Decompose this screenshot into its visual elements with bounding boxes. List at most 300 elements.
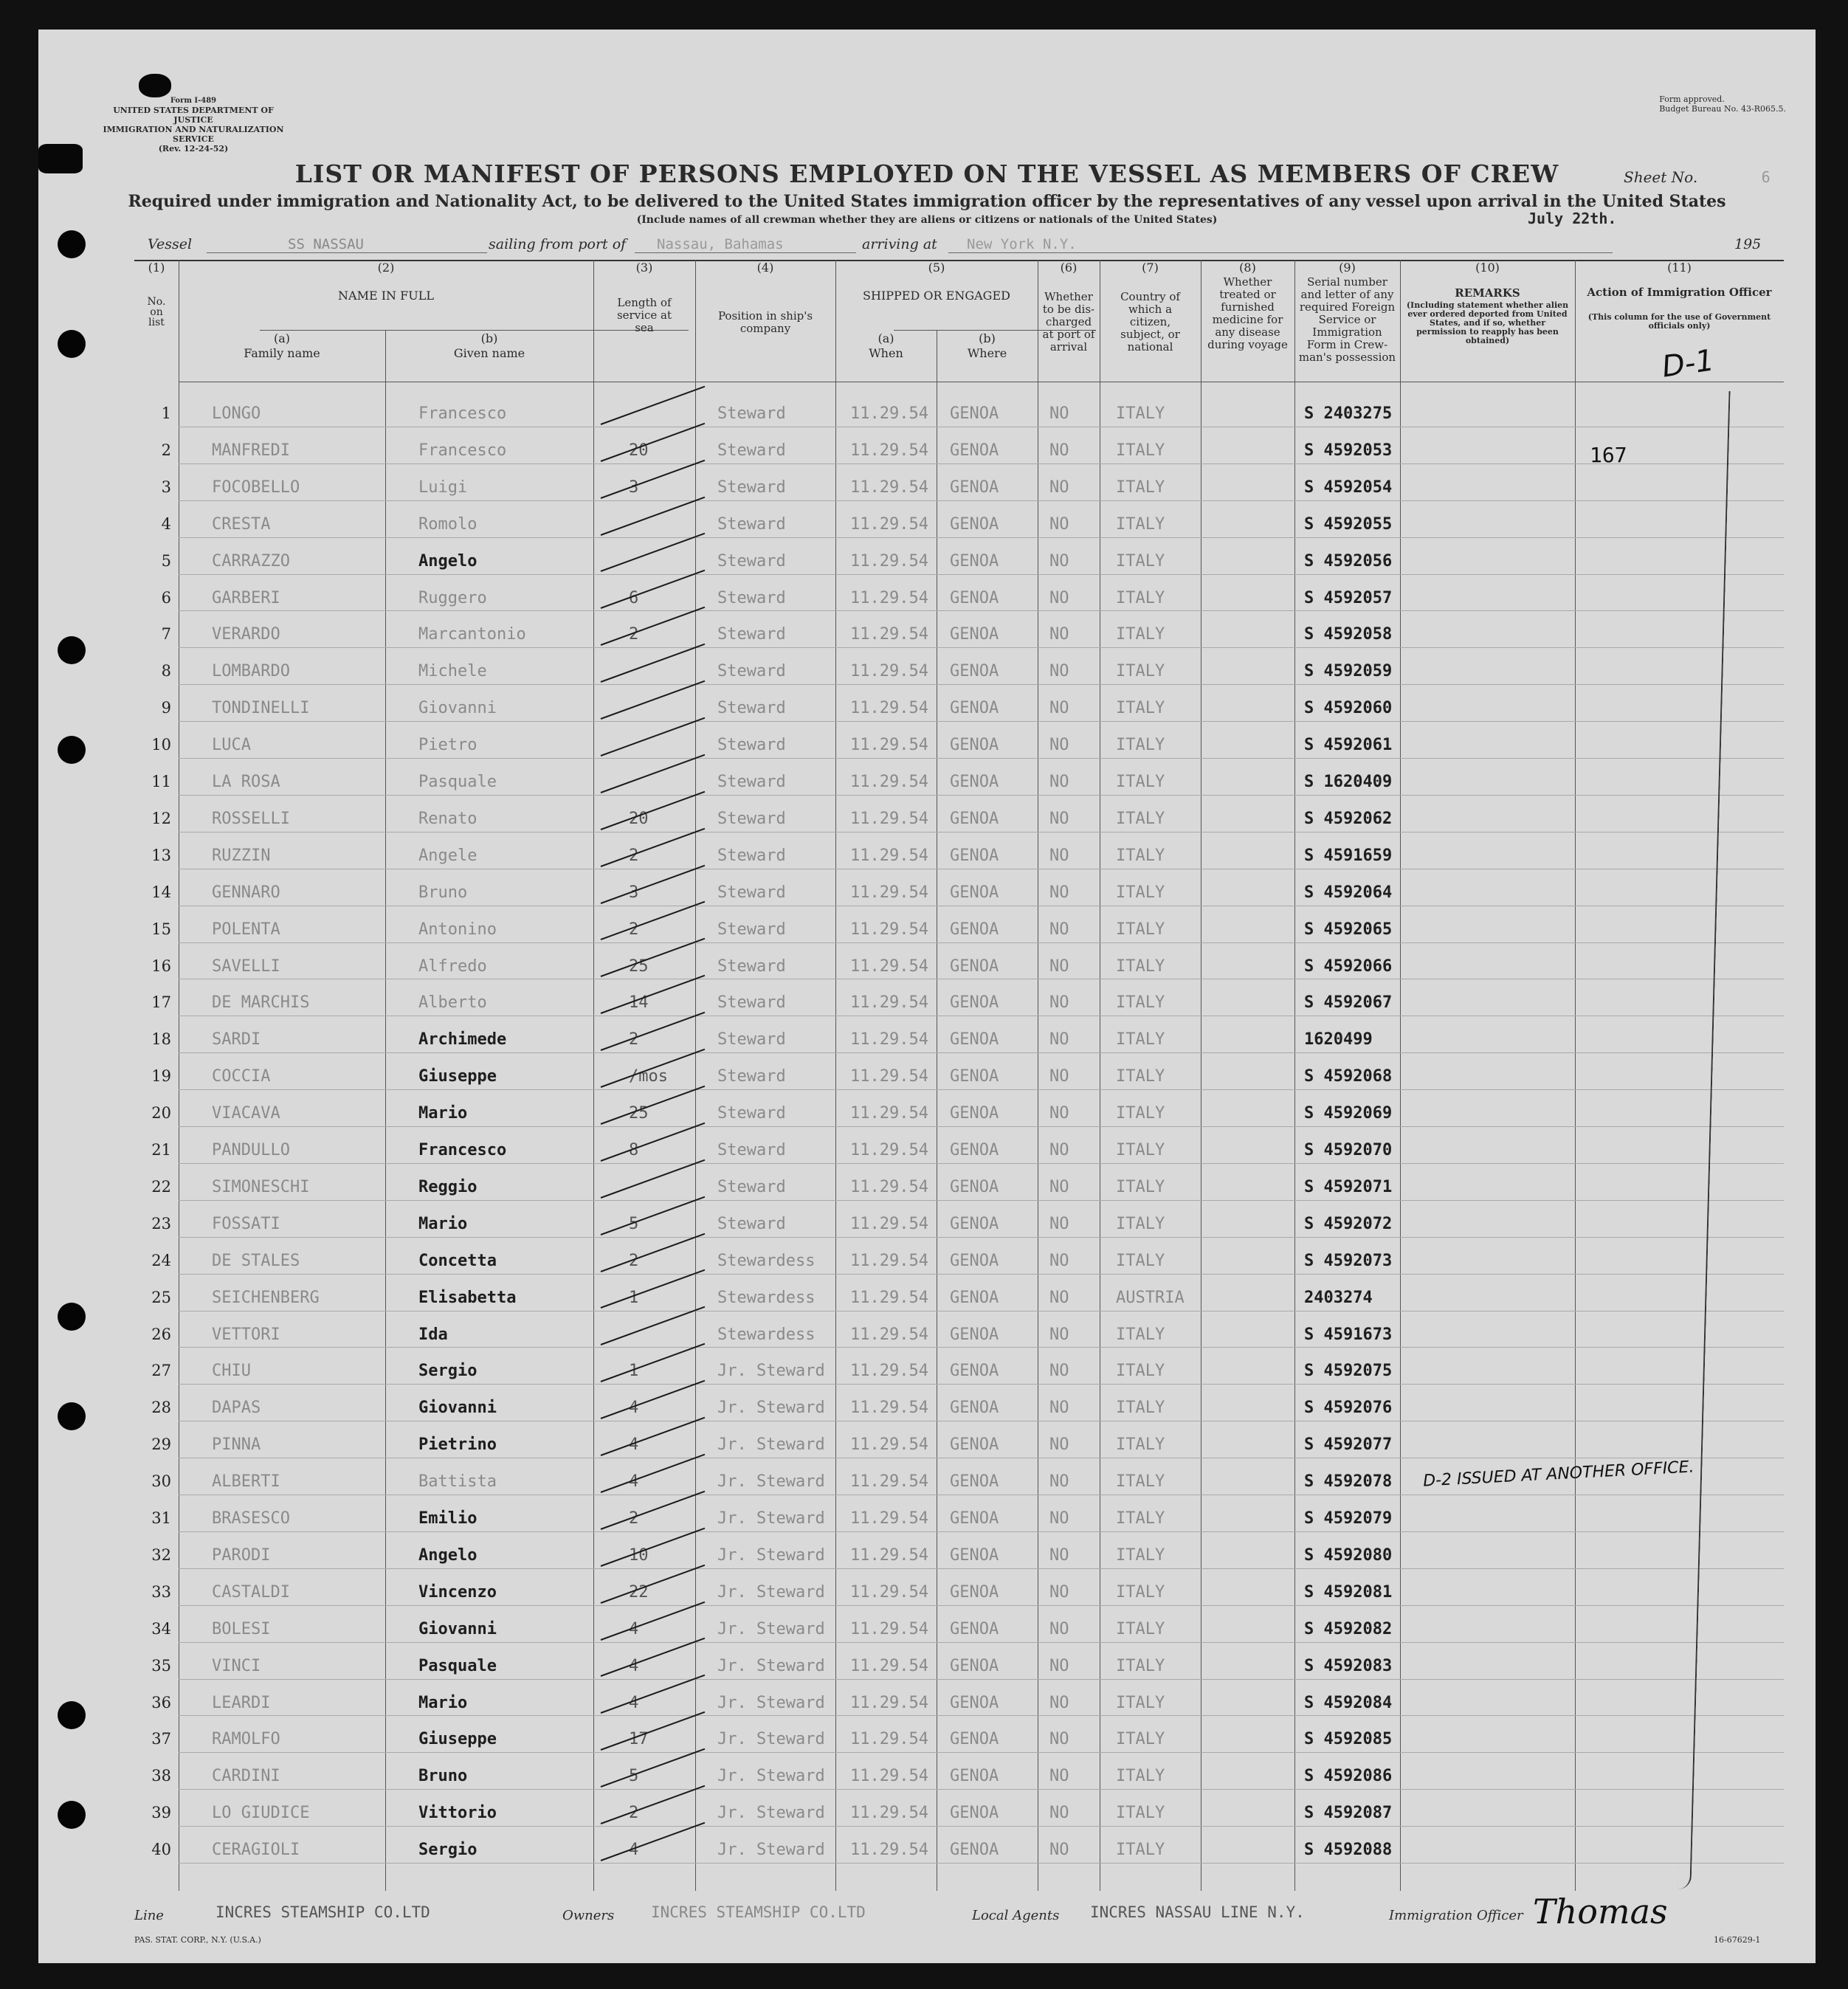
shipped-where: GENOA <box>950 993 999 1013</box>
serial-number: S 4592085 <box>1304 1730 1393 1749</box>
row-number: 14 <box>151 883 171 901</box>
col3-num: (3) <box>635 261 653 275</box>
position: Steward <box>717 809 786 828</box>
family-name: FOSSATI <box>212 1214 280 1233</box>
position: Steward <box>717 588 786 607</box>
col10-header: REMARKS <box>1455 286 1520 300</box>
service-length: 8 <box>629 1141 639 1159</box>
shipped-when: 11.29.54 <box>850 993 928 1013</box>
shipped-where: GENOA <box>950 1399 999 1418</box>
table-row <box>134 761 1784 798</box>
table-row <box>134 1240 1784 1277</box>
col1-header: No. on list <box>147 296 166 328</box>
serial-number: S 4592053 <box>1304 441 1393 460</box>
country: ITALY <box>1116 993 1165 1013</box>
service-length: 2 <box>629 1509 639 1528</box>
given-name: Vittorio <box>418 1804 497 1823</box>
discharged: NO <box>1049 1656 1069 1675</box>
family-name: DAPAS <box>212 1399 261 1418</box>
vessel-value: SS NASSAU <box>288 236 364 252</box>
col10-note: (Including statement whether alien ever ordered deported from United States, and if so, whether permission to reapply has been obtained) <box>1406 300 1569 345</box>
owners-value: INCRES STEAMSHIP CO.LTD <box>651 1903 866 1921</box>
shipped-where: GENOA <box>950 846 999 865</box>
agents-value: INCRES NASSAU LINE N.Y. <box>1090 1903 1305 1921</box>
serial-number: S 4592075 <box>1304 1362 1393 1381</box>
service-length: 17 <box>629 1730 649 1749</box>
discharged: NO <box>1049 1767 1069 1786</box>
sheet-number-value: 6 <box>1761 168 1771 186</box>
serial-number: S 4592080 <box>1304 1545 1393 1565</box>
form-revision: (Rev. 12-24-52) <box>158 144 229 154</box>
discharged: NO <box>1049 588 1069 607</box>
shipped-where: GENOA <box>950 404 999 423</box>
country: ITALY <box>1116 1251 1165 1270</box>
agency-block <box>97 96 289 154</box>
position: Steward <box>717 699 786 718</box>
table-row <box>134 1055 1784 1092</box>
shipped-where: GENOA <box>950 1693 999 1712</box>
table-row <box>134 798 1784 835</box>
row-number: 20 <box>151 1104 171 1123</box>
family-name: SIMONESCHI <box>212 1177 310 1196</box>
shipped-when: 11.29.54 <box>850 846 928 865</box>
country: ITALY <box>1116 956 1165 976</box>
vessel-label: Vessel <box>148 236 193 252</box>
family-name: CHIU <box>212 1362 251 1381</box>
country: ITALY <box>1116 773 1165 791</box>
table-row <box>134 1682 1784 1719</box>
row-number: 4 <box>161 514 171 533</box>
budget-block <box>1659 94 1786 114</box>
row-number: 10 <box>151 736 171 754</box>
manifest-sheet <box>38 30 1816 1963</box>
table-row <box>134 687 1784 724</box>
shipped-when: 11.29.54 <box>850 514 928 534</box>
family-name: ALBERTI <box>212 1472 280 1492</box>
col5-num: (5) <box>928 261 945 275</box>
discharged: NO <box>1049 809 1069 828</box>
given-name: Romolo <box>418 514 477 534</box>
family-name: DE MARCHIS <box>212 993 310 1013</box>
discharged: NO <box>1049 514 1069 534</box>
shipped-where: GENOA <box>950 514 999 534</box>
serial-number: 2403274 <box>1304 1288 1373 1307</box>
country: ITALY <box>1116 1399 1165 1418</box>
serial-number: S 4592064 <box>1304 883 1393 902</box>
row-number: 21 <box>151 1141 171 1159</box>
discharged: NO <box>1049 993 1069 1013</box>
col2a-num: (a) <box>273 331 291 345</box>
position: Steward <box>717 846 786 865</box>
position: Jr. Steward <box>717 1435 825 1455</box>
vessel-line <box>148 236 1782 254</box>
discharged: NO <box>1049 625 1069 644</box>
col6-num: (6) <box>1060 261 1078 275</box>
serial-number: S 4592059 <box>1304 662 1393 681</box>
sheet-number <box>1624 168 1771 186</box>
country: ITALY <box>1116 625 1165 644</box>
shipped-where: GENOA <box>950 1288 999 1307</box>
table-row <box>134 650 1784 687</box>
discharged: NO <box>1049 1067 1069 1086</box>
footer <box>134 1892 1784 1937</box>
position: Jr. Steward <box>717 1545 825 1565</box>
shipped-where: GENOA <box>950 441 999 460</box>
given-name: Elisabetta <box>418 1288 517 1307</box>
shipped-when: 11.29.54 <box>850 1104 928 1123</box>
officer-signature: Thomas <box>1533 1892 1668 1931</box>
discharged: NO <box>1049 920 1069 939</box>
shipped-when: 11.29.54 <box>850 588 928 607</box>
position: Steward <box>717 1177 786 1196</box>
row-number: 36 <box>151 1693 171 1711</box>
given-name: Sergio <box>418 1362 477 1381</box>
country: ITALY <box>1116 1362 1165 1381</box>
family-name: MANFREDI <box>212 441 290 460</box>
country: ITALY <box>1116 736 1165 755</box>
row-number: 32 <box>151 1545 171 1564</box>
position: Steward <box>717 993 786 1013</box>
agents-label: Local Agents <box>972 1908 1060 1923</box>
serial-number: S 4591673 <box>1304 1325 1393 1344</box>
position: Jr. Steward <box>717 1804 825 1823</box>
given-name: Archimede <box>418 1030 507 1049</box>
shipped-where: GENOA <box>950 1472 999 1492</box>
discharged: NO <box>1049 1435 1069 1455</box>
discharged: NO <box>1049 736 1069 755</box>
country: ITALY <box>1116 1545 1165 1565</box>
shipped-where: GENOA <box>950 1582 999 1602</box>
col11-num: (11) <box>1667 261 1692 275</box>
country: ITALY <box>1116 1582 1165 1602</box>
position: Steward <box>717 773 786 791</box>
shipped-when: 11.29.54 <box>850 1030 928 1049</box>
country: ITALY <box>1116 662 1165 681</box>
col8-header: Whether treated or furnished medicine for any disease during voyage <box>1207 275 1288 351</box>
shipped-when: 11.29.54 <box>850 1804 928 1823</box>
shipped-where: GENOA <box>950 1545 999 1565</box>
given-name: Giovanni <box>418 1619 497 1638</box>
shipped-where: GENOA <box>950 1104 999 1123</box>
row-number: 22 <box>151 1177 171 1196</box>
row-number: 15 <box>151 920 171 938</box>
table-row <box>134 577 1784 614</box>
service-length: 5 <box>629 1767 639 1786</box>
shipped-where: GENOA <box>950 773 999 791</box>
position: Steward <box>717 1141 786 1159</box>
form-number: Form I-489 <box>170 97 217 105</box>
position: Steward <box>717 1030 786 1049</box>
given-name: Alfredo <box>418 956 487 976</box>
service-length: 22 <box>629 1582 649 1602</box>
family-name: LOMBARDO <box>212 662 290 681</box>
position: Steward <box>717 883 786 902</box>
serial-number: S 4592069 <box>1304 1104 1393 1123</box>
col9-header: Serial number and letter of any required Foreign Service or Immigration Form in Crew-man's possession <box>1298 275 1396 364</box>
given-name: Mario <box>418 1214 468 1233</box>
serial-number: S 4592084 <box>1304 1693 1393 1712</box>
discharged: NO <box>1049 846 1069 865</box>
discharged: NO <box>1049 1214 1069 1233</box>
position: Steward <box>717 1104 786 1123</box>
shipped-when: 11.29.54 <box>850 1693 928 1712</box>
table-row <box>134 835 1784 872</box>
row-number: 11 <box>151 773 171 790</box>
col2a-header: Family name <box>244 346 320 360</box>
family-name: SARDI <box>212 1030 261 1049</box>
given-name: Pietrino <box>418 1435 497 1455</box>
shipped-when: 11.29.54 <box>850 662 928 681</box>
country: ITALY <box>1116 1177 1165 1196</box>
given-name: Michele <box>418 662 487 681</box>
serial-number: S 4592070 <box>1304 1141 1393 1159</box>
position: Jr. Steward <box>717 1841 825 1860</box>
family-name: ROSSELLI <box>212 809 290 828</box>
shipped-where: GENOA <box>950 1141 999 1159</box>
row-number: 17 <box>151 993 171 1012</box>
family-name: TONDINELLI <box>212 699 310 718</box>
discharged: NO <box>1049 1251 1069 1270</box>
given-name: Bruno <box>418 1767 468 1786</box>
discharged: NO <box>1049 1325 1069 1344</box>
service-length: 10 <box>629 1545 649 1565</box>
table-row <box>134 1608 1784 1645</box>
service-length: 6 <box>629 588 639 607</box>
shipped-where: GENOA <box>950 1251 999 1270</box>
col2b-header: Given name <box>453 346 525 360</box>
discharged: NO <box>1049 1288 1069 1307</box>
table-row <box>134 909 1784 945</box>
shipped-when: 11.29.54 <box>850 625 928 644</box>
sailing-value: Nassau, Bahamas <box>657 236 784 252</box>
given-name: Giovanni <box>418 1399 497 1418</box>
country: ITALY <box>1116 1067 1165 1086</box>
col5-header: SHIPPED OR ENGAGED <box>863 289 1010 303</box>
family-name: SEICHENBERG <box>212 1288 320 1307</box>
shipped-when: 11.29.54 <box>850 551 928 570</box>
row30-remark-annotation: D-2 ISSUED AT ANOTHER OFFICE. <box>1422 1458 1695 1491</box>
country: ITALY <box>1116 1656 1165 1675</box>
row-number: 9 <box>161 699 171 717</box>
line-value: INCRES STEAMSHIP CO.LTD <box>216 1903 430 1921</box>
row-number: 5 <box>161 551 171 570</box>
form-approved: Form approved. <box>1659 94 1725 104</box>
col11-header: Action of Immigration Officer <box>1587 286 1772 299</box>
discharged: NO <box>1049 1730 1069 1749</box>
punch-hole <box>58 1303 86 1331</box>
country: ITALY <box>1116 1619 1165 1638</box>
shipped-when: 11.29.54 <box>850 736 928 755</box>
discharged: NO <box>1049 956 1069 976</box>
row-number: 23 <box>151 1214 171 1233</box>
table-row <box>134 1092 1784 1129</box>
col1-num: (1) <box>148 261 165 275</box>
row-number: 8 <box>161 662 171 680</box>
position: Steward <box>717 514 786 534</box>
position: Stewardess <box>717 1325 816 1344</box>
position: Stewardess <box>717 1251 816 1270</box>
country: AUSTRIA <box>1116 1288 1185 1307</box>
table-row <box>134 1424 1784 1461</box>
serial-number: S 4592079 <box>1304 1509 1393 1528</box>
col4-header: Position in ship's company <box>717 309 813 335</box>
shipped-when: 11.29.54 <box>850 1767 928 1786</box>
country: ITALY <box>1116 1472 1165 1492</box>
position: Steward <box>717 1214 786 1233</box>
position: Steward <box>717 1067 786 1086</box>
discharged: NO <box>1049 1582 1069 1602</box>
discharged: NO <box>1049 1619 1069 1638</box>
serial-number: S 4592058 <box>1304 625 1393 644</box>
position: Steward <box>717 920 786 939</box>
service-length: 2 <box>629 1804 639 1823</box>
given-name: Reggio <box>418 1177 477 1196</box>
family-name: GENNARO <box>212 883 280 902</box>
row-number: 24 <box>151 1251 171 1269</box>
shipped-when: 11.29.54 <box>850 699 928 718</box>
country: ITALY <box>1116 883 1165 902</box>
family-name: LEARDI <box>212 1693 271 1712</box>
shipped-when: 11.29.54 <box>850 1362 928 1381</box>
row-number: 33 <box>151 1582 171 1601</box>
service-length: 2 <box>629 920 639 939</box>
country: ITALY <box>1116 809 1165 828</box>
position: Steward <box>717 551 786 570</box>
row-number: 34 <box>151 1619 171 1638</box>
discharged: NO <box>1049 1104 1069 1123</box>
printer-credit: PAS. STAT. CORP., N.Y. (U.S.A.) <box>134 1935 261 1945</box>
service-length: 4 <box>629 1619 639 1638</box>
family-name: VINCI <box>212 1656 261 1675</box>
country: ITALY <box>1116 1030 1165 1049</box>
serial-number: S 4592078 <box>1304 1472 1393 1492</box>
country: ITALY <box>1116 1841 1165 1860</box>
discharged: NO <box>1049 662 1069 681</box>
service-length: /mos <box>629 1067 668 1086</box>
country: ITALY <box>1116 1325 1165 1344</box>
discharged: NO <box>1049 1141 1069 1159</box>
position: Jr. Steward <box>717 1472 825 1492</box>
shipped-where: GENOA <box>950 1067 999 1086</box>
given-name: Antonino <box>418 920 497 939</box>
shipped-where: GENOA <box>950 1619 999 1638</box>
position: Jr. Steward <box>717 1509 825 1528</box>
country: ITALY <box>1116 1141 1165 1159</box>
table-row <box>134 1350 1784 1387</box>
row-number: 35 <box>151 1656 171 1675</box>
shipped-where: GENOA <box>950 1509 999 1528</box>
service-length: 20 <box>629 809 649 828</box>
shipped-when: 11.29.54 <box>850 773 928 791</box>
given-name: Angelo <box>418 551 477 570</box>
row-number: 3 <box>161 478 171 496</box>
country: ITALY <box>1116 588 1165 607</box>
shipped-when: 11.29.54 <box>850 956 928 976</box>
col10-num: (10) <box>1475 261 1500 275</box>
discharged: NO <box>1049 478 1069 497</box>
shipped-where: GENOA <box>950 699 999 718</box>
row-number: 31 <box>151 1509 171 1527</box>
country: ITALY <box>1116 1767 1165 1786</box>
country: ITALY <box>1116 1509 1165 1528</box>
serial-number: S 4592068 <box>1304 1067 1393 1086</box>
shipped-where: GENOA <box>950 625 999 644</box>
officer-label: Immigration Officer <box>1389 1908 1523 1923</box>
position: Steward <box>717 736 786 755</box>
country: ITALY <box>1116 514 1165 534</box>
shipped-when: 11.29.54 <box>850 1619 928 1638</box>
given-name: Francesco <box>418 441 507 460</box>
service-length: 4 <box>629 1841 639 1860</box>
serial-number: S 4592066 <box>1304 956 1393 976</box>
serial-number: S 4592086 <box>1304 1767 1393 1786</box>
given-name: Ruggero <box>418 588 487 607</box>
family-name: VERARDO <box>212 625 280 644</box>
shipped-where: GENOA <box>950 809 999 828</box>
table-row <box>134 393 1784 430</box>
serial-number: S 4592054 <box>1304 478 1393 497</box>
discharged: NO <box>1049 1472 1069 1492</box>
position: Steward <box>717 441 786 460</box>
serial-number: S 4592065 <box>1304 920 1393 939</box>
discharged: NO <box>1049 1399 1069 1418</box>
serial-number: S 4592081 <box>1304 1582 1393 1602</box>
position: Jr. Steward <box>717 1767 825 1786</box>
given-name: Ida <box>418 1325 448 1344</box>
position: Jr. Steward <box>717 1399 825 1418</box>
serial-number: S 4592077 <box>1304 1435 1393 1455</box>
shipped-where: GENOA <box>950 1656 999 1675</box>
serial-number: S 4592061 <box>1304 736 1393 755</box>
position: Jr. Steward <box>717 1582 825 1602</box>
family-name: POLENTA <box>212 920 280 939</box>
shipped-when: 11.29.54 <box>850 1656 928 1675</box>
country: ITALY <box>1116 1214 1165 1233</box>
family-name: LA ROSA <box>212 773 280 791</box>
col2-num: (2) <box>377 261 395 275</box>
table-row <box>134 1129 1784 1166</box>
discharged: NO <box>1049 404 1069 423</box>
shipped-where: GENOA <box>950 1435 999 1455</box>
service-length: 25 <box>629 956 649 976</box>
country: ITALY <box>1116 846 1165 865</box>
discharged: NO <box>1049 1545 1069 1565</box>
given-name: Bruno <box>418 883 468 902</box>
given-name: Giuseppe <box>418 1067 497 1086</box>
table-row <box>134 1645 1784 1682</box>
given-name: Mario <box>418 1693 468 1712</box>
row-number: 6 <box>161 588 171 607</box>
row-number: 2 <box>161 441 171 459</box>
row-number: 29 <box>151 1435 171 1454</box>
shipped-where: GENOA <box>950 1214 999 1233</box>
country: ITALY <box>1116 404 1165 423</box>
serial-number: S 4591659 <box>1304 846 1393 865</box>
table-row <box>134 872 1784 909</box>
given-name: Sergio <box>418 1841 477 1860</box>
table-row <box>134 613 1784 650</box>
family-name: BOLESI <box>212 1619 271 1638</box>
shipped-where: GENOA <box>950 1767 999 1786</box>
serial-number: S 4592088 <box>1304 1841 1393 1860</box>
punch-hole <box>58 330 86 358</box>
col5b-header: Where <box>967 346 1007 360</box>
row-number: 26 <box>151 1325 171 1343</box>
crew-table <box>134 260 1784 1891</box>
shipped-when: 11.29.54 <box>850 1325 928 1344</box>
col5a-header: When <box>869 346 903 360</box>
table-row <box>134 724 1784 761</box>
